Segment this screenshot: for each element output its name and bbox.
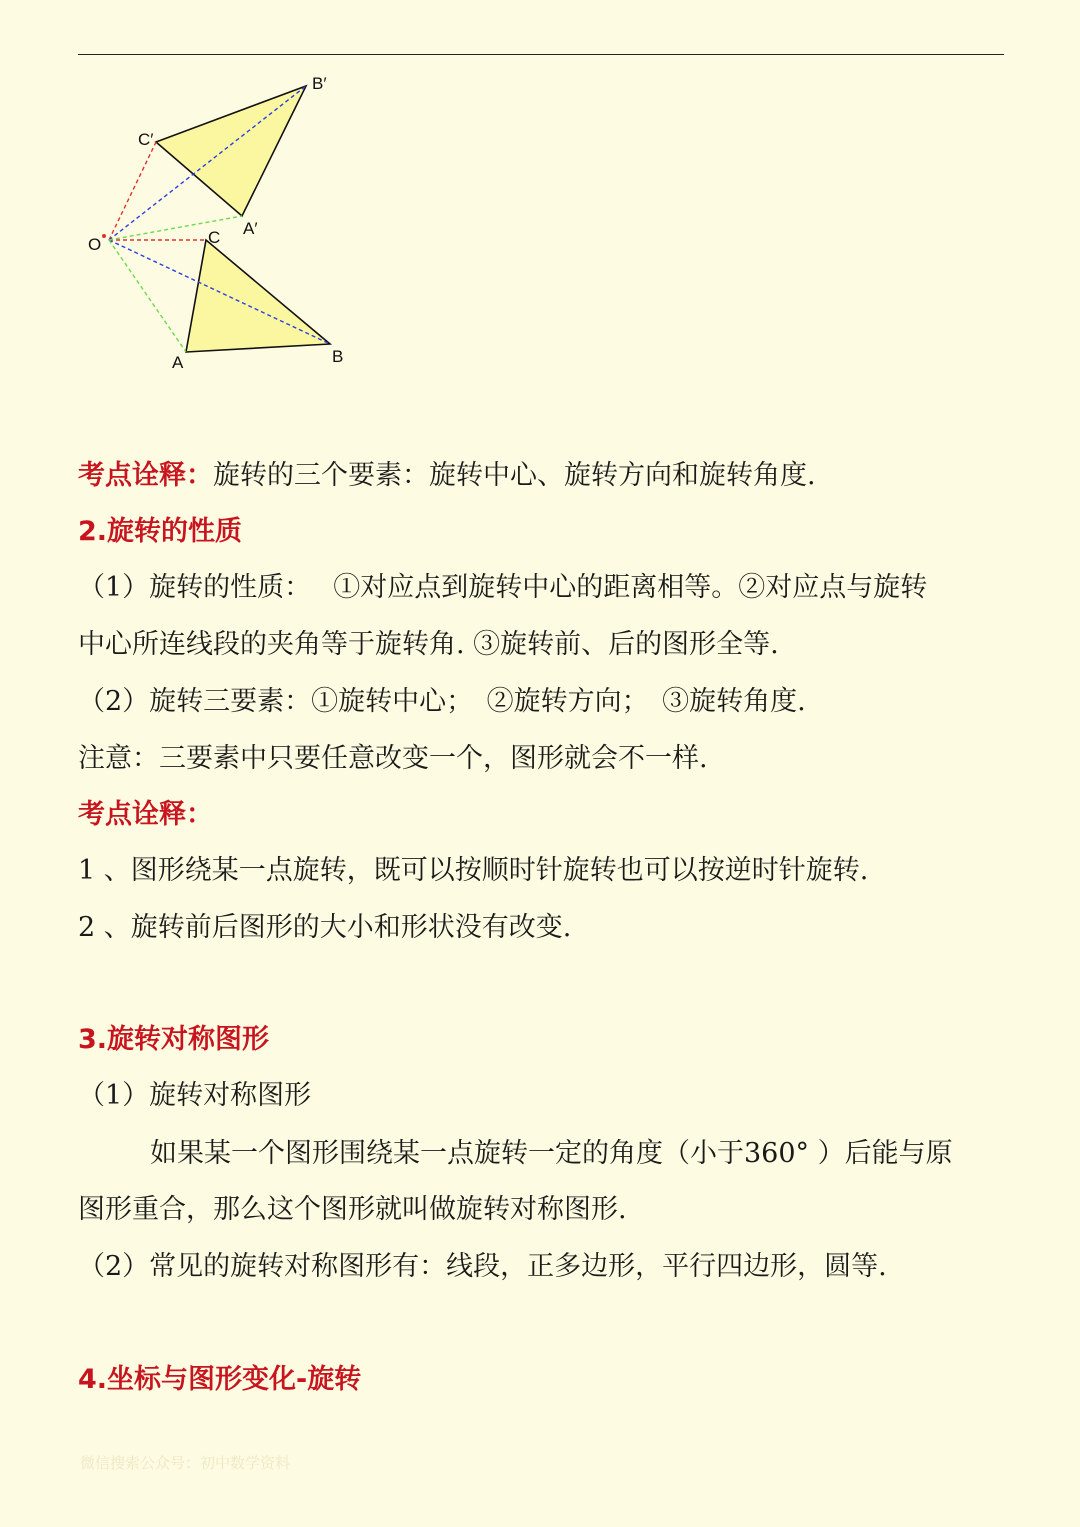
section-4-title: 4.坐标与图形变化-旋转 <box>78 1364 362 1395</box>
line-oa-prime <box>109 216 242 240</box>
triangle-abc-prime <box>156 86 306 216</box>
label-a-prime: A′ <box>243 219 258 238</box>
line-oa <box>109 240 186 352</box>
key-point-line-1 <box>78 458 816 494</box>
label-b-prime: B′ <box>312 74 327 93</box>
label-b: B <box>332 347 344 366</box>
section-3-line-2: 如果某一个图形围绕某一点旋转一定的角度（小于360° ）后能与原 <box>150 1138 953 1169</box>
section-2-line-5: 1 、图形绕某一点旋转，既可以按顺时针旋转也可以按逆时针旋转. <box>78 855 869 886</box>
triangle-abc <box>186 240 330 352</box>
top-rule <box>78 54 1004 55</box>
rotation-figure <box>60 60 380 380</box>
label-c: C <box>208 228 221 247</box>
section-2-key-heading: 考点诠释： <box>78 799 213 830</box>
section-3-title: 3.旋转对称图形 <box>78 1024 270 1055</box>
label-a: A <box>172 353 184 372</box>
section-2-line-2: 中心所连线段的夹角等于旋转角. ③旋转前、后的图形全等. <box>78 629 779 660</box>
section-3-line-1: （1）旋转对称图形 <box>78 1080 312 1111</box>
section-3-line-3: 图形重合，那么这个图形就叫做旋转对称图形. <box>78 1194 627 1225</box>
section-2-title: 2.旋转的性质 <box>78 516 243 547</box>
footer-watermark: 微信搜索公众号：初中数学资料 <box>80 1454 291 1472</box>
label-c-prime: C′ <box>138 130 154 149</box>
section-2-line-1: （1）旋转的性质： ①对应点到旋转中心的距离相等。②对应点与旋转 <box>78 572 928 603</box>
key-point-heading: 考点诠释： <box>78 460 213 491</box>
point-o <box>102 234 106 238</box>
section-2-line-4: 注意：三要素中只要任意改变一个，图形就会不一样. <box>78 743 708 774</box>
key-point-text: 旋转的三个要素：旋转中心、旋转方向和旋转角度. <box>213 460 816 491</box>
section-2-line-6: 2 、旋转前后图形的大小和形状没有改变. <box>78 912 572 943</box>
section-3-line-4: （2）常见的旋转对称图形有：线段，正多边形，平行四边形，圆等. <box>78 1251 887 1282</box>
line-oc-prime <box>109 142 156 240</box>
section-2-line-3: （2）旋转三要素：①旋转中心； ②旋转方向； ③旋转角度. <box>78 686 806 717</box>
label-o: O <box>88 235 102 254</box>
